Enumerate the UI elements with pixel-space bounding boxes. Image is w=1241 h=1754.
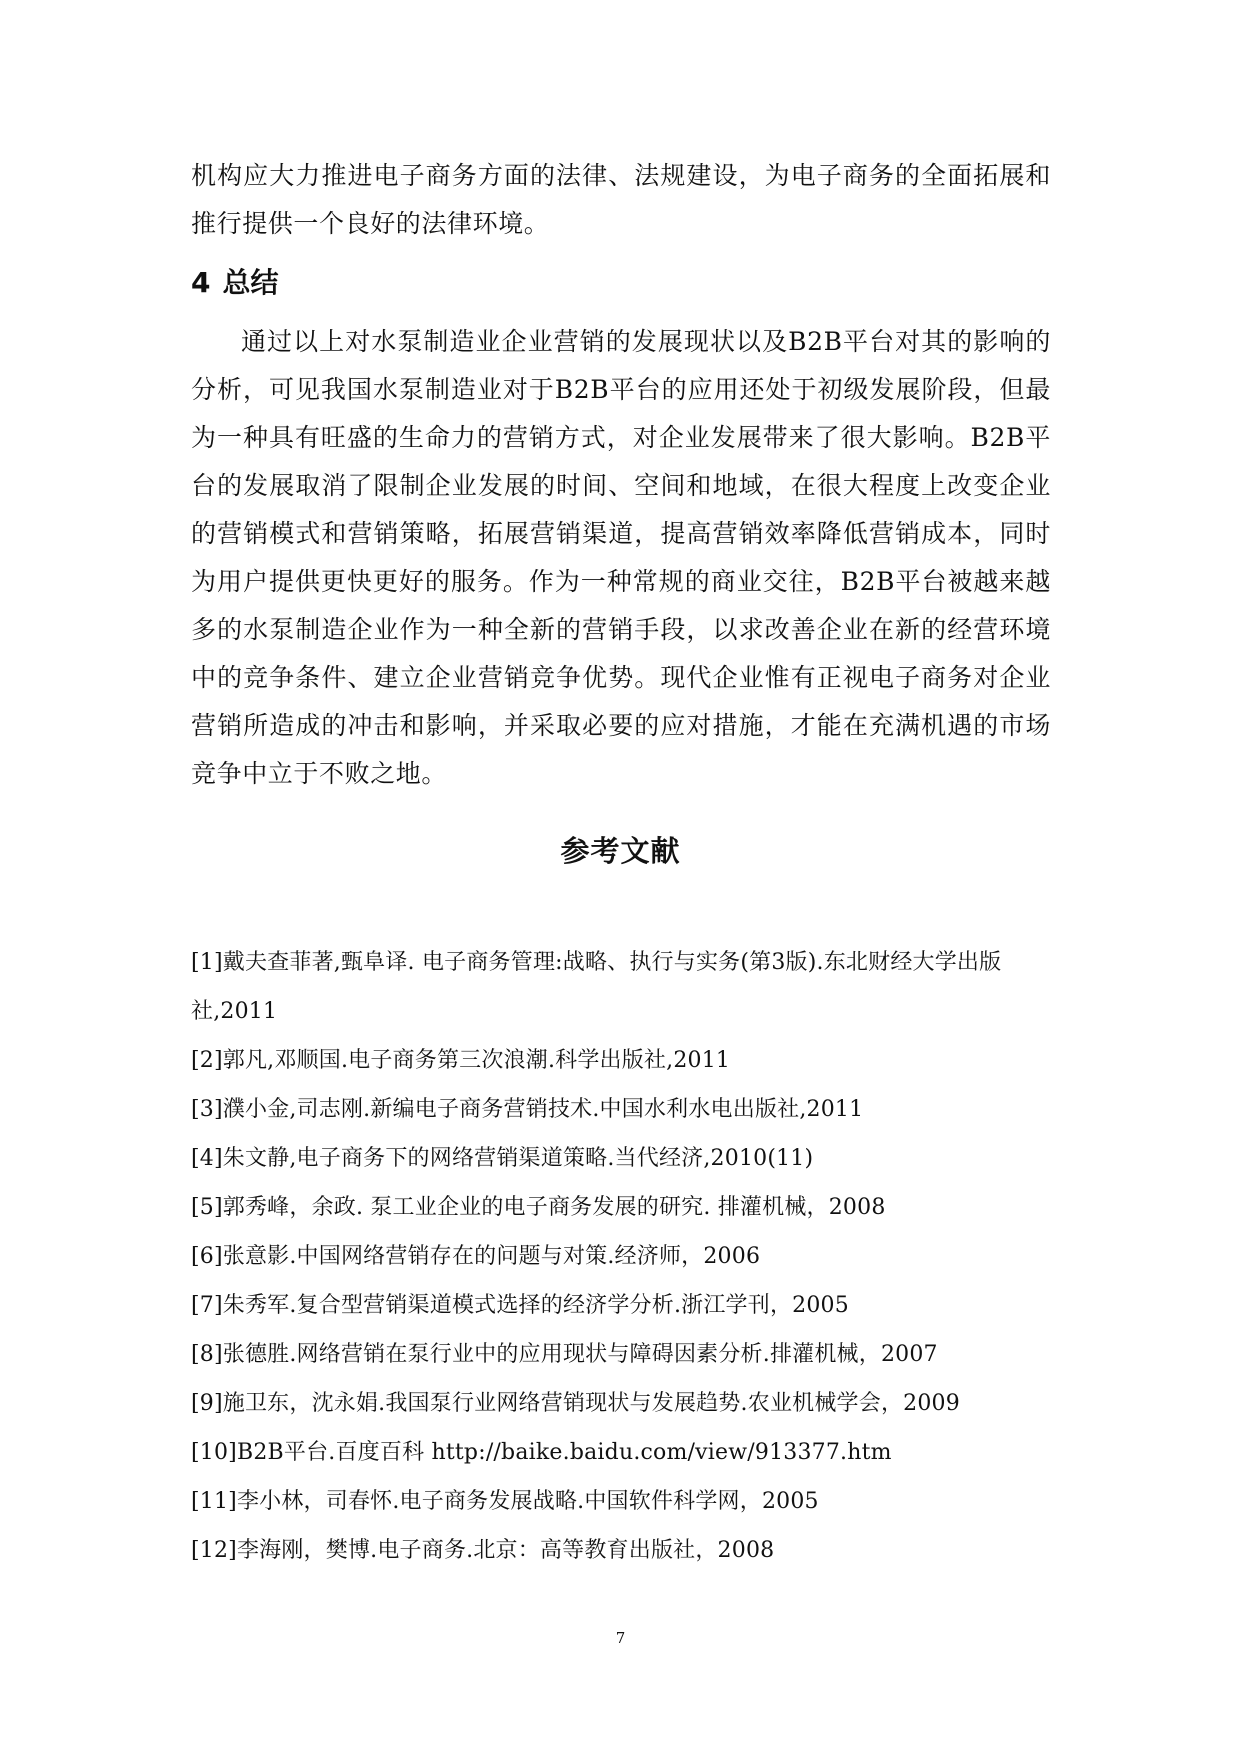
reference-item: [7]朱秀军.复合型营销渠道模式选择的经济学分析.浙江学刊，2005 — [191, 1293, 849, 1318]
reference-item: [5]郭秀峰，余政. 泵工业企业的电子商务发展的研究. 排灌机械，2008 — [191, 1195, 886, 1220]
references-title: 参考文献 — [560, 834, 681, 868]
reference-item: [10]B2B平台.百度百科 http://baike.baidu.com/view/913377.htm — [191, 1440, 892, 1465]
reference-item: [11]李小林，司春怀.电子商务发展战略.中国软件科学网，2005 — [191, 1489, 819, 1514]
reference-item: [1]戴夫查菲著,甄阜译. 电子商务管理:战略、执行与实务(第3版).东北财经大学出版社,2011 — [191, 950, 1002, 1024]
reference-item: [4]朱文静,电子商务下的网络营销渠道策略.当代经济,2010(11) — [191, 1146, 814, 1171]
page-number: 7 — [615, 1629, 626, 1647]
section-number: 4 — [191, 266, 211, 299]
reference-item: [2]郭凡,邓顺国.电子商务第三次浪潮.科学出版社,2011 — [191, 1048, 731, 1073]
paragraph-legal-environment: 机构应大力推进电子商务方面的法律、法规建设，为电子商务的全面拓展和推行提供一个良好的法律环境。 — [191, 161, 1051, 238]
reference-item: [12]李海刚，樊博.电子商务.北京：高等教育出版社，2008 — [191, 1538, 775, 1563]
section-heading — [191, 259, 279, 307]
section-title: 总结 — [222, 266, 279, 299]
reference-item: [3]濮小金,司志刚.新编电子商务营销技术.中国水利水电出版社,2011 — [191, 1097, 864, 1122]
paragraph-summary: 通过以上对水泵制造业企业营销的发展现状以及B2B平台对其的影响的分析，可见我国水泵制造业对于B2B平台的应用还处于初级发展阶段，但最为一种具有旺盛的生命力的营销方式，对企业发展带来了很大影响。B2B平台的发展取消了限制企业发展的时间、空间和地域，在很大程度上改变企业的营销模式和营销策略，拓展营销渠道，提高营销效率降低营销成本，同时为用户提供更快更好的服务。作为一种常规的商业交往，B2B平台被越来越多的水泵制造企业作为一种全新的营销手段，以求改善企业在新的经营环境中的竞争条件、建立企业营销竞争优势。现代企业惟有正视电子商务对企业营销所造成的冲击和影响，并采取必要的应对措施，才能在充满机遇的市场竞争中立于不败之地。 — [191, 327, 1051, 788]
reference-item: [6]张意影.中国网络营销存在的问题与对策.经济师，2006 — [191, 1244, 761, 1269]
reference-item: [9]施卫东，沈永娟.我国泵行业网络营销现状与发展趋势.农业机械学会，2009 — [191, 1391, 960, 1416]
reference-item: [8]张德胜.网络营销在泵行业中的应用现状与障碍因素分析.排灌机械，2007 — [191, 1342, 938, 1367]
reference-list — [191, 938, 1061, 1575]
